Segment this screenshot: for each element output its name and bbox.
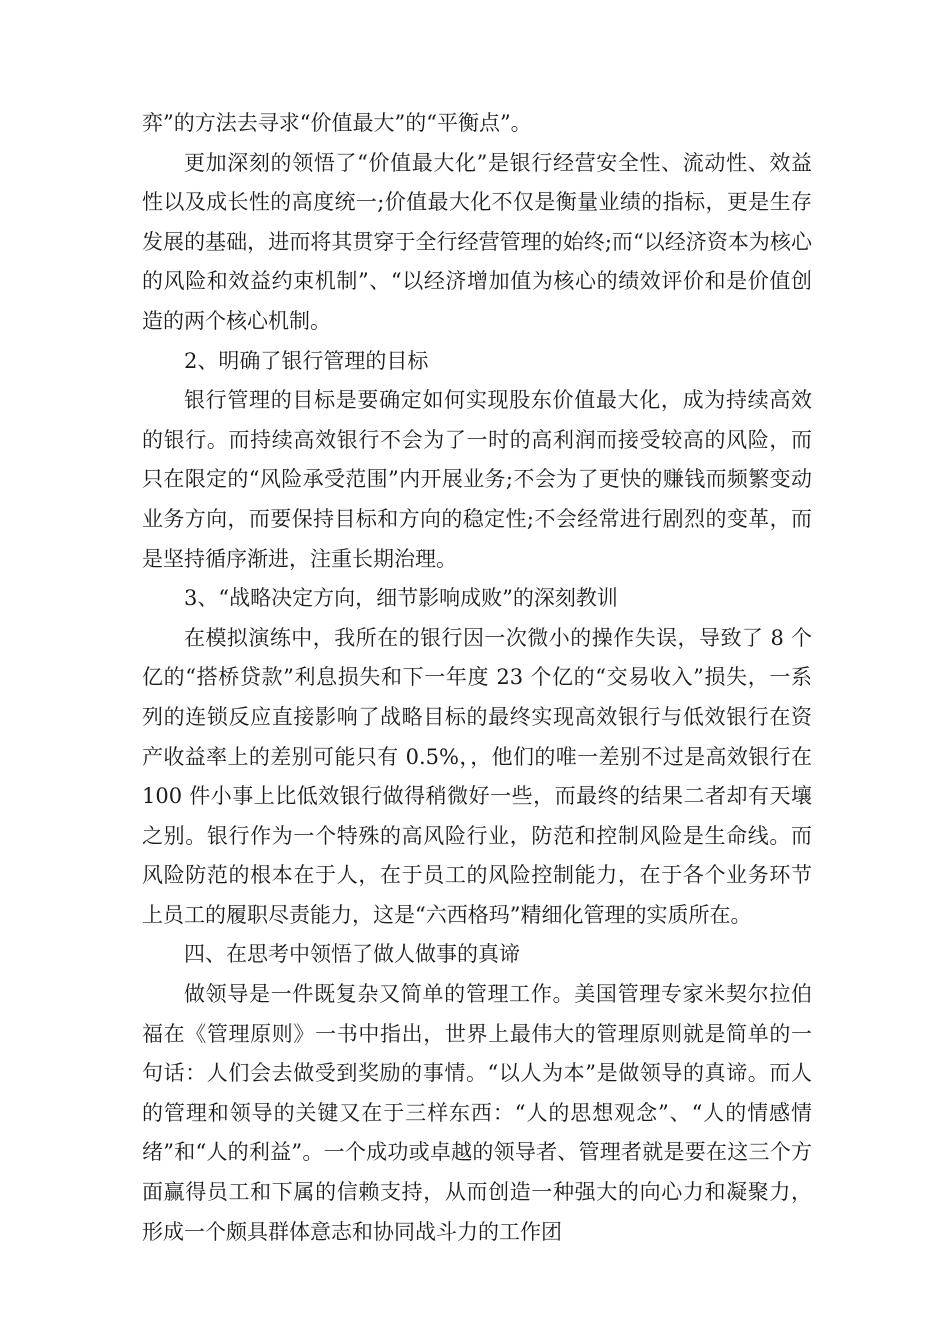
section-heading-truth-of-conduct: 四、在思考中领悟了做人做事的真谛 (184, 942, 520, 967)
paragraph-value-maximization: 更加深刻的领悟了“价值最大化”是银行经营安全性、流动性、效益性以及成长性的高度统一;价值最大化不仅是衡量业绩的指标，更是生存发展的基础，进而将其贯穿于全行经营管理的始终;而“以经济资本为核心的风险和效益约束机制”、“以经济增加值为核心的绩效评价和是价值创造的两个核心机制。 (142, 150, 812, 333)
paragraph-management-goal: 银行管理的目标是要确定如何实现股东价值最大化，成为持续高效的银行。而持续高效银行不会为了一时的高利润而接受较高的风险，而只在限定的“风险承受范围”内开展业务;不会为了更快的赚钱而频繁变动业务方向，而要保持目标和方向的稳定性;不会经常进行剧烈的变革，而是坚持循序渐进，注重长期治理。 (142, 388, 812, 571)
paragraph-leadership: 做领导是一件既复杂又简单的管理工作。美国管理专家米契尔拉伯福在《管理原则》一书中指出，世界上最伟大的管理原则就是简单的一句话：人们会去做受到奖励的事情。“以人为本”是做领导的真谛。而人的管理和领导的关键又在于三样东西：“人的思想观念”、“人的情感情绪”和“人的利益”。一个成功或卓越的领导者、管理者就是要在这三个方面赢得员工和下属的信赖支持，从而创造一种强大的向心力和凝聚力，形成一个颇具群体意志和协同战斗力的工作团 (142, 982, 812, 1244)
section-heading-management-goal: 2、明确了银行管理的目标 (184, 348, 429, 373)
paragraph-strategy-details: 在模拟演练中，我所在的银行因一次微小的操作失误，导致了 8 个亿的“搭桥贷款”利息损失和下一年度 23 个亿的“交易收入”损失，一系列的连锁反应直接影响了战略目标的最终实现高效银行与低效银行在资产收益率上的差别可能只有 0.5%，，他们的唯一差别不过是高效银行在 100 件小事上比低效银行做得稍微好一些，而最终的结果二者却有天壤之别。银行作为一个特殊的高风险行业，防范和控制风险是生命线。而风险防范的根本在于人，在于员工的风险控制能力，在于各个业务环节上员工的履职尽责能力，这是“六西格玛”精细化管理的实质所在。 (142, 625, 812, 927)
section-heading-strategy-details: 3、“战略决定方向，细节影响成败”的深刻教训 (184, 586, 618, 611)
paragraph-continuation: 弈”的方法去寻求“价值最大”的“平衡点”。 (142, 111, 532, 135)
document-body (142, 104, 812, 1252)
